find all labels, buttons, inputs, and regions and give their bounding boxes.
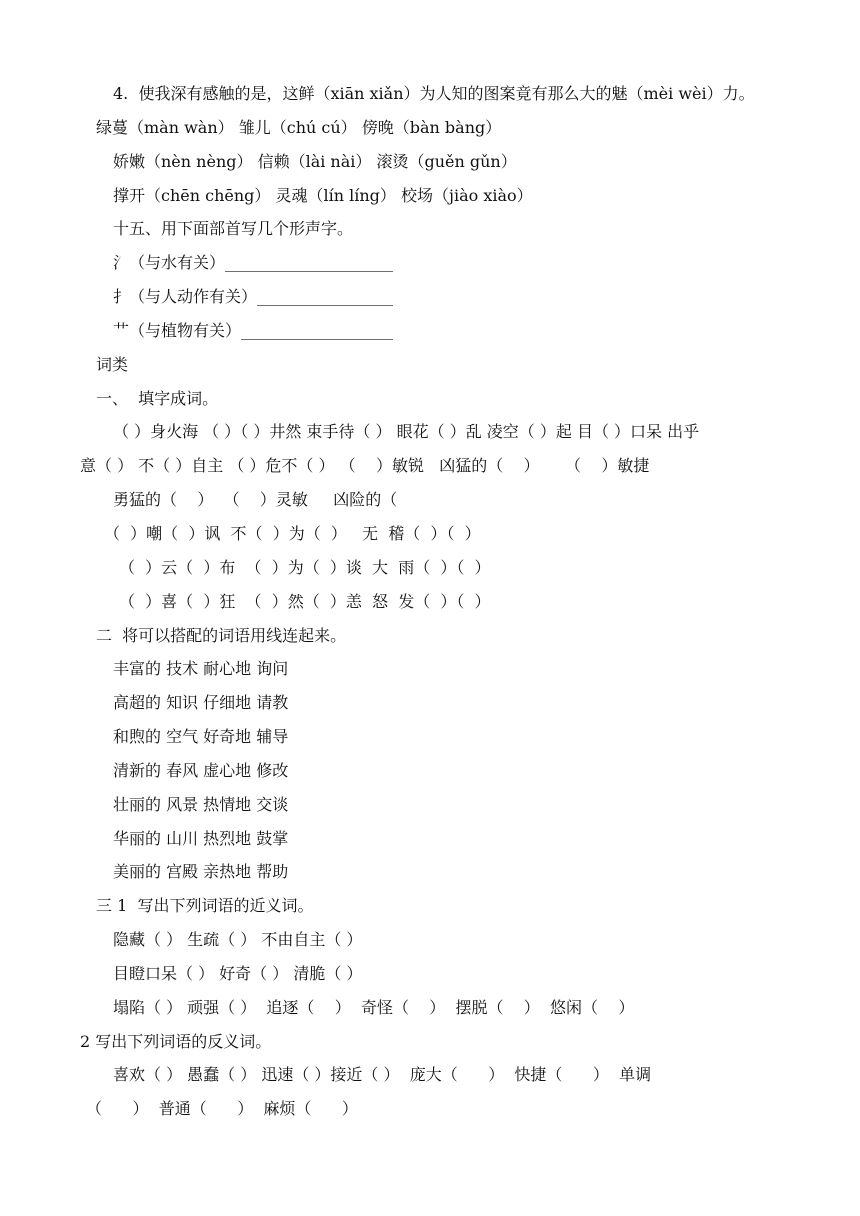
radical-water-line: 氵（与水有关）_____________________	[113, 253, 394, 272]
section-2-heading: 二 将可以搭配的词语用线连起来。	[96, 626, 347, 645]
section-1-heading: 一、 填字成词。	[96, 389, 219, 408]
antonym-line-2: （ ） 普通（ ） 麻烦（ ）	[86, 1099, 358, 1118]
synonym-line-1: 隐藏（ ） 生疏（ ） 不由自主（ ）	[113, 930, 363, 949]
match-row-6: 华丽的 山川 热烈地 鼓掌	[113, 829, 289, 848]
q4-sentence: 4. 使我深有感触的是，这鲜（xiān xiǎn）为人知的图案竟有那么大的魅（mèi wèi）力。	[113, 84, 755, 103]
synonym-line-3: 塌陷（ ） 顽强（ ） 追逐（ ） 奇怪（ ） 摆脱（ ） 悠闲（ ）	[113, 998, 635, 1017]
synonym-line-2: 目瞪口呆（ ） 好奇（ ） 清脆（ ）	[113, 964, 363, 983]
match-row-3: 和煦的 空气 好奇地 辅导	[113, 727, 289, 746]
fill-words-line-3: 勇猛的（ ） （ ）灵敏 凶险的（	[113, 490, 398, 509]
fill-words-line-2: 意（ ） 不（ ）自主 （ ）危不（ ） （ ）敏锐 凶猛的（ ） （ ）敏捷	[80, 456, 650, 475]
match-row-5: 壮丽的 风景 热情地 交谈	[113, 795, 289, 814]
fill-words-line-1: （ ）身火海 （ ）（ ）井然 束手待（ ） 眼花（ ）乱 凌空（ ）起 目（ ）口呆 出乎	[113, 422, 700, 441]
match-row-1: 丰富的 技术 耐心地 询问	[113, 659, 289, 678]
match-row-4: 清新的 春风 虚心地 修改	[113, 761, 289, 780]
antonym-line-1: 喜欢（ ） 愚蠢（ ） 迅速（ ）接近（ ） 庞大（ ） 快捷（ ） 单调	[113, 1065, 652, 1084]
match-row-7: 美丽的 宫殿 亲热地 帮助	[113, 862, 289, 881]
pinyin-row-1: 绿蔓（màn wàn） 雏儿（chú cú） 傍晚（bàn bàng）	[96, 118, 502, 137]
section-3-heading: 三 1 写出下列词语的近义词。	[96, 896, 314, 915]
fill-words-line-6: （ ）喜（ ）狂 （ ）然（ ）恙 怒 发（ ）（ ）	[119, 592, 491, 611]
antonym-heading: 2 写出下列词语的反义词。	[80, 1032, 272, 1051]
match-row-2: 高超的 知识 仔细地 请教	[113, 693, 289, 712]
pinyin-row-3: 撑开（chēn chēng） 灵魂（lín líng） 校场（jiào xiào）	[113, 186, 533, 205]
radical-hand-line: 扌（与人动作有关）_________________	[113, 287, 394, 306]
radical-grass-line: 艹（与植物有关）___________________	[113, 321, 394, 340]
section-15-heading: 十五、用下面部首写几个形声字。	[113, 219, 354, 238]
fill-words-line-4: （ ）嘲（ ）讽 不（ ）为（ ） 无 稽（ ）（ ）	[104, 524, 481, 543]
fill-words-line-5: （ ）云（ ）布 （ ）为（ ）谈 大 雨（ ）（ ）	[119, 558, 491, 577]
pinyin-row-2: 娇嫩（nèn nèng） 信赖（lài nài） 滚烫（guěn gǔn）	[113, 152, 517, 171]
category-heading: 词类	[96, 355, 129, 374]
